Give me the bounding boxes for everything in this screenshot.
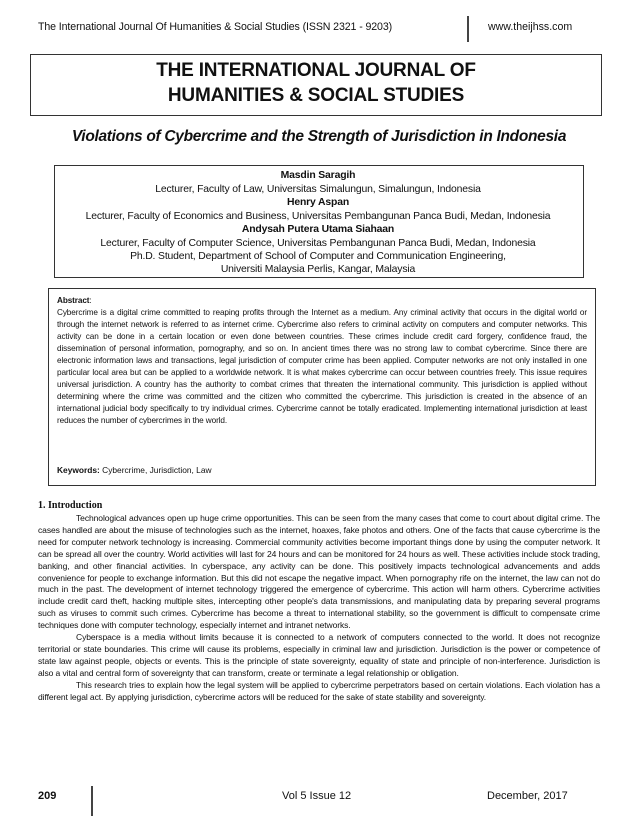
keywords bbox=[57, 465, 212, 475]
keywords-text: Cybercrime, Jurisdiction, Law bbox=[102, 465, 212, 475]
running-header-journal: The International Journal Of Humanities & Social Studies (ISSN 2321 - 9203) bbox=[38, 21, 393, 33]
abstract: Abstract: Cybercrime is a digital crime committed to reaping profits through the Internet as a medium. Any criminal activity that occurs in the digital world or through the internet network is referred to as internet crime. Cybercrime also refers to criminal activity on computers and computer networks. This activity can be done in a certain location or even done between countries. These crimes include credit card forgery, confidence fraud, the dissemination of personal information, pornography, and so on. In ancient times there was no strong law to combat cybercrime. Since there are electronic information laws and transactions, legal jurisdiction of computer crime has been applied. Computer networks are not only installed in one particular local area but can be applied to a worldwide network. It is what makes cybercrime can occur between countries freely. This issue requires universal jurisdiction. A country has the authority to combat crimes that threaten the international community. This jurisdiction is applied without determining where the crime was committed and the citizen who committed the cybercrime. This jurisdiction is created in the absence of an international judicial body specifically to try individual crimes. Cybercrime cannot be totally eradicated. Implementing international jurisdiction at least reduces the number of cybercrimes in the world. bbox=[57, 296, 587, 426]
body-paragraph: Cyberspace is a media without limits because it is connected to a network of computers connected to the world. It does not recognize territorial or state boundaries. This crime will cause its problems, especially in criminal law and jurisdiction. Jurisdiction is the power or competence of state law against people, objects or events. This is the principle of state sovereignty, equality of state and principle of non-interference. Jurisdiction is also a vital and central form of sovereignty that can transform, create or terminate a legal relationship or obligation. bbox=[38, 632, 600, 678]
author-name: Henry Aspan bbox=[286, 197, 350, 208]
author-affiliation: Lecturer, Faculty of Computer Science, Universitas Pembangunan Panca Budi, Medan, Indonesia bbox=[100, 238, 536, 249]
journal-title-line2: HUMANITIES & SOCIAL STUDIES bbox=[167, 85, 465, 106]
footer-divider bbox=[91, 786, 93, 816]
introduction-body bbox=[38, 513, 600, 704]
author-affiliation: Ph.D. Student, Department of School of Computer and Communication Engineering, bbox=[130, 251, 506, 262]
page-number: 209 bbox=[38, 790, 57, 802]
section-heading-introduction: 1. Introduction bbox=[38, 500, 103, 511]
body-paragraph: Technological advances open up huge crime opportunities. This can be seen from the many cases that come to court about digital crime. The cases handled are about the misuse of technologies such as the internet, hoaxes, fake photos and others. One of the facts that cause cybercrime is the need for computer network technology is increasing. Commercial community activities become important things done by using the computer network. It can be spread all over the country. World activities will last for 24 hours and can be monitored for 24 hours as well. These activities include stock trading, banking, and other financial activities. In cyberspace, any activity can be done. This positively impacts technological advancements and adds convenience for people to exchange information. But this did not escape the negative impact. When pornography rife on the internet, the law can not do much in the past. The development of internet technology triggered the emergence of cybercrime. This action will harm others. Cybercrime activities include credit card theft, hacking multiple sites, intercepting other people's data transmissions, and manipulating data by preparing several programs such as viruses to commit such crimes. Cybercrime has become a threat to international stability, so the government is difficult to compensate crime techniques done with computer technology, especially internet and intranet networks. bbox=[38, 513, 600, 631]
author-affiliation: Lecturer, Faculty of Law, Universitas Simalungun, Simalungun, Indonesia bbox=[155, 184, 481, 195]
running-header-website: www.theijhss.com bbox=[488, 21, 573, 33]
footer-volume: Vol 5 Issue 12 bbox=[282, 790, 352, 802]
author-name: Masdin Saragih bbox=[280, 170, 356, 181]
body-paragraph: This research tries to explain how the legal system will be applied to cybercrime perpetrators based on certain violations. Each violation has a different legal act. By applying jurisdiction, cybercrime actors will be reduced for the sake of state stability and sovereignty. bbox=[38, 679, 600, 702]
abstract-text: Cybercrime is a digital crime committed to reaping profits through the Internet as a medium. Any criminal activity that occurs in the digital world or through the internet network is referred to as internet crime. Cybercrime also refers to criminal activity on computers and computer networks. This activity can be done in a certain location or even done between countries. These crimes include credit card forgery, confidence fraud, the dissemination of personal information, pornography, and so on. In ancient times there was no strong law to combat cybercrime. Since there are electronic information laws and transactions, legal jurisdiction of computer crime has been applied. Computer networks are not only installed in one particular local area but can be applied to a worldwide network. It is what makes cybercrime can occur between countries freely. This issue requires universal jurisdiction. A country has the authority to combat crimes that threaten the international community. This jurisdiction is applied without determining where the crime was committed and the citizen who committed the cybercrime. This jurisdiction is created in the absence of an international judicial body specifically to try individual crimes. Cybercrime cannot be totally eradicated. Implementing international jurisdiction at least reduces the number of cybercrimes in the world. bbox=[57, 308, 587, 426]
journal-title-line1: THE INTERNATIONAL JOURNAL OF bbox=[156, 60, 476, 81]
abstract-label: Abstract bbox=[57, 296, 90, 305]
paper-title: Violations of Cybercrime and the Strength of Jurisdiction in Indonesia bbox=[71, 128, 567, 145]
keywords-label: Keywords: bbox=[57, 465, 100, 475]
header-divider bbox=[467, 16, 469, 42]
author-affiliation: Lecturer, Faculty of Economics and Business, Universitas Pembangunan Panca Budi, Medan, Indonesia bbox=[85, 211, 551, 222]
author-name: Andysah Putera Utama Siahaan bbox=[241, 224, 395, 235]
footer-date: December, 2017 bbox=[487, 790, 568, 802]
author-affiliation: Universiti Malaysia Perlis, Kangar, Malaysia bbox=[220, 264, 416, 275]
